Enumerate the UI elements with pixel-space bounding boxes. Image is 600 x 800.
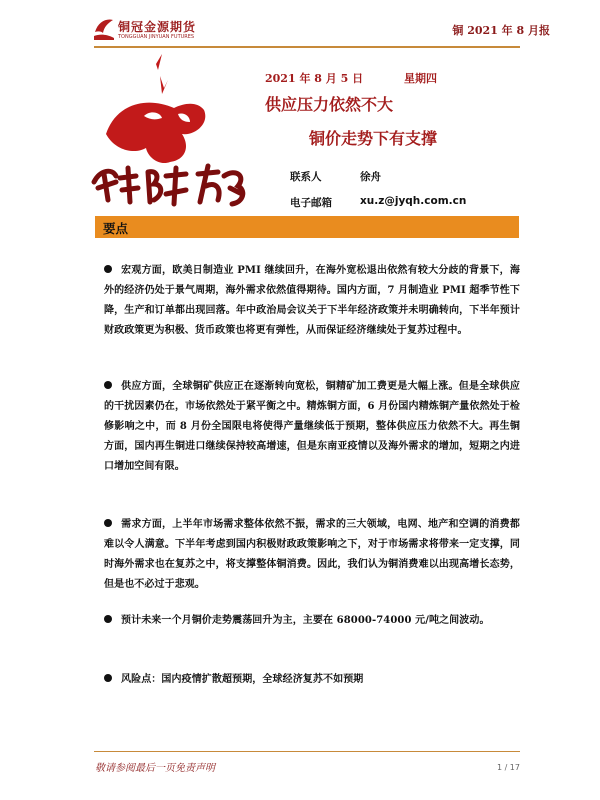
footer-disclaimer: 敬请参阅最后一页免责声明 <box>95 763 215 774</box>
page-number: 1 / 17 <box>496 763 520 772</box>
header-divider <box>94 46 520 48</box>
bullet-icon <box>104 674 112 682</box>
bullet-icon <box>104 519 112 527</box>
contact-email-label: 电子邮箱 <box>290 197 332 209</box>
report-type: 铜 2021 年 8 月报 <box>452 24 550 37</box>
key-point-forecast <box>104 611 520 631</box>
key-point-text: 风险点：国内疫情扩散超预期，全球经济复苏不如预期 <box>121 674 364 685</box>
key-point-macro <box>104 261 520 341</box>
key-point-text: 预计未来一个月铜价走势震荡回升为主，主要在 68000-74000 元/吨之间波动。 <box>121 615 490 626</box>
cover-artwork-icon <box>86 54 266 222</box>
logo-mark-icon <box>92 14 116 44</box>
key-point-demand <box>104 515 520 595</box>
report-title-line-2: 铜价走势下有支撑 <box>309 129 438 148</box>
footer-divider <box>94 751 520 752</box>
bullet-icon <box>104 265 112 273</box>
key-point-supply <box>104 377 520 477</box>
key-point-risk <box>104 670 520 690</box>
report-weekday: 星期四 <box>404 72 437 85</box>
contact-email-value: xu.z@jyqh.com.cn <box>360 195 467 207</box>
bullet-icon <box>104 381 112 389</box>
section-title: 要点 <box>103 221 129 236</box>
contact-person-label: 联系人 <box>290 171 322 183</box>
bullet-icon <box>104 615 112 623</box>
key-point-text: 宏观方面，欧美日制造业 PMI 继续回升，在海外宽松退出依然有较大分歧的背景下，海外的经济仍处于景气周期，海外需求依然值得期待。国内方面，7 月制造业 PMI 超季节性下降，生产和订单都出现回落。年中政治局会议关于下半年经济政策并未明确转向，下半年预计财政政策更为积极、货币政策也将更有弹性，从而保证经济继续处于复苏过程中。 <box>104 265 520 336</box>
company-name: 铜冠金源期货 <box>118 20 197 34</box>
contact-person-value: 徐舟 <box>360 171 381 183</box>
key-points-section-bar <box>95 216 519 238</box>
report-title-line-1: 供应压力依然不大 <box>265 95 394 114</box>
key-point-text: 需求方面，上半年市场需求整体依然不振，需求的三大领域，电网、地产和空调的消费都难以令人满意。下半年考虑到国内积极财政政策影响之下，对于市场需求将带来一定支撑，同时海外需求也在复苏之中，将支撑整体铜消费。因此，我们认为铜消费难以出现高增长态势，但是也不必过于悲观。 <box>104 519 520 590</box>
key-point-text: 供应方面，全球铜矿供应正在逐渐转向宽松，铜精矿加工费更是大幅上涨。但是全球供应的干扰因素仍在，市场依然处于紧平衡之中。精炼铜方面，6 月份国内精炼铜产量依然处于检修影响之中，而 8 月份全国限电将使得产量继续低于预期，整体供应压力依然不大。再生铜方面，国内再生铜进口继续保持较高增速，但是东南亚疫情以及海外需求的增加，短期之内进口增加空间有限。 <box>104 381 520 472</box>
company-name-en: TONGGUAN JINYUAN FUTURES <box>118 34 195 40</box>
company-logo <box>92 14 202 46</box>
report-date: 2021 年 8 月 5 日 <box>265 72 364 85</box>
